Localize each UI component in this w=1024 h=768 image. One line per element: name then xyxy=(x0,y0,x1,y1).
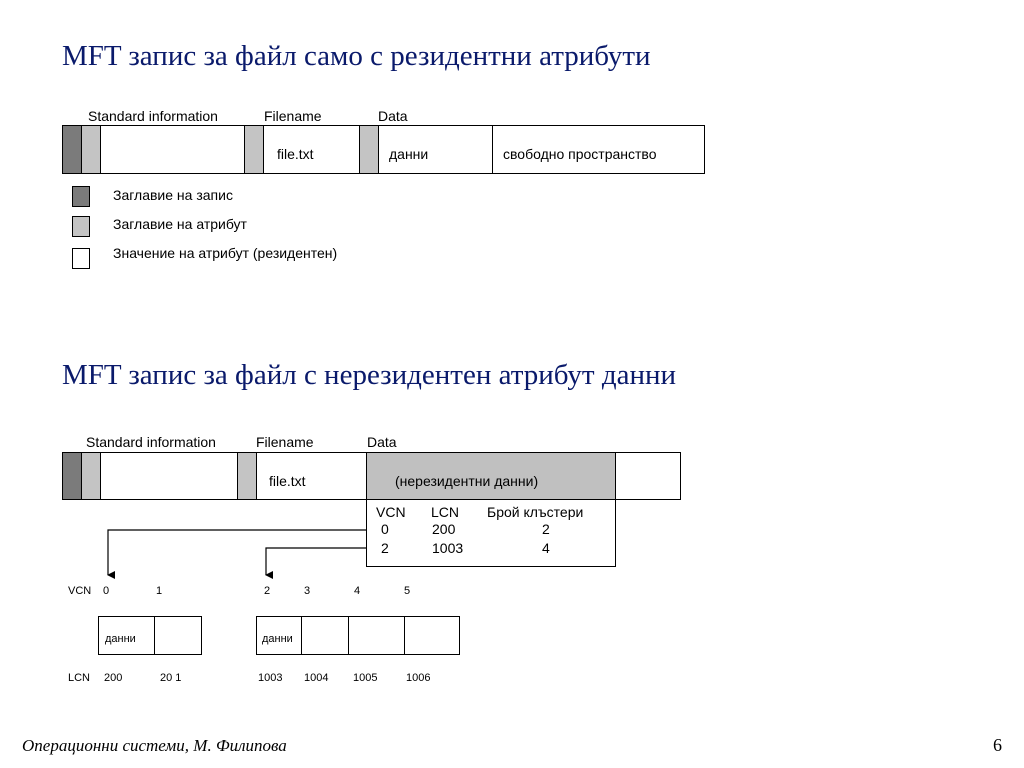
vcn-3: 3 xyxy=(304,585,311,597)
data-value: данни xyxy=(389,146,429,162)
run-2-pointer xyxy=(266,548,366,575)
legend-attribute-value: Значение на атрибут (резидентен) xyxy=(113,245,338,261)
header-standard-information-2: Standard information xyxy=(86,434,216,450)
run-table-header-count: Брой клъстери xyxy=(487,504,584,520)
vcn-0: 0 xyxy=(103,585,110,597)
lcn-1006: 1006 xyxy=(406,672,431,684)
header-filename: Filename xyxy=(264,108,322,124)
run-table-header-lcn: LCN xyxy=(431,504,460,520)
cluster-1-data-label: данни xyxy=(105,633,136,645)
lcn-1003: 1003 xyxy=(258,672,283,684)
filename-value: file.txt xyxy=(277,146,314,162)
run-1-pointer xyxy=(108,530,366,575)
section-title-nonresident: MFT запис за файл с нерезидентен атрибут данни xyxy=(62,359,677,391)
header-filename-2: Filename xyxy=(256,434,314,450)
lcn-200: 200 xyxy=(104,672,123,684)
page-number: 6 xyxy=(993,735,1002,755)
vcn-5: 5 xyxy=(404,585,411,597)
lcn-1005: 1005 xyxy=(353,672,378,684)
run-row-1-lcn: 200 xyxy=(432,521,456,537)
legend-record-header: Заглавие на запис xyxy=(113,187,233,203)
footer-course: Операционни системи, М. Филипова xyxy=(22,736,287,755)
run-table-header-vcn: VCN xyxy=(376,504,406,520)
vcn-4: 4 xyxy=(354,585,361,597)
vcn-1: 1 xyxy=(156,585,163,597)
header-standard-information: Standard information xyxy=(88,108,218,124)
section-title-resident: MFT запис за файл само с резидентни атрибути xyxy=(62,40,651,72)
run-row-2-lcn: 1003 xyxy=(432,540,464,556)
legend-attribute-header: Заглавие на атрибут xyxy=(113,216,247,232)
lcn-row-label: LCN xyxy=(68,672,91,684)
nonresident-data-label: (нерезидентни данни) xyxy=(395,473,539,489)
cluster-divider xyxy=(348,616,349,655)
cluster-divider xyxy=(154,616,155,655)
lcn-201: 20 1 xyxy=(160,672,182,684)
cluster-divider xyxy=(404,616,405,655)
filename-value-2: file.txt xyxy=(269,473,306,489)
run-row-2-vcn: 2 xyxy=(381,540,389,556)
run-row-1-vcn: 0 xyxy=(381,521,389,537)
cluster-2-data-label: данни xyxy=(262,633,293,645)
header-data-2: Data xyxy=(367,434,397,450)
lcn-1004: 1004 xyxy=(304,672,329,684)
vcn-row-label: VCN xyxy=(68,585,92,597)
run-row-2-count: 4 xyxy=(542,540,550,556)
run-row-1-count: 2 xyxy=(542,521,550,537)
cluster-divider xyxy=(301,616,302,655)
header-data: Data xyxy=(378,108,408,124)
free-space-label: свободно пространство xyxy=(503,146,657,162)
vcn-2: 2 xyxy=(264,585,271,597)
